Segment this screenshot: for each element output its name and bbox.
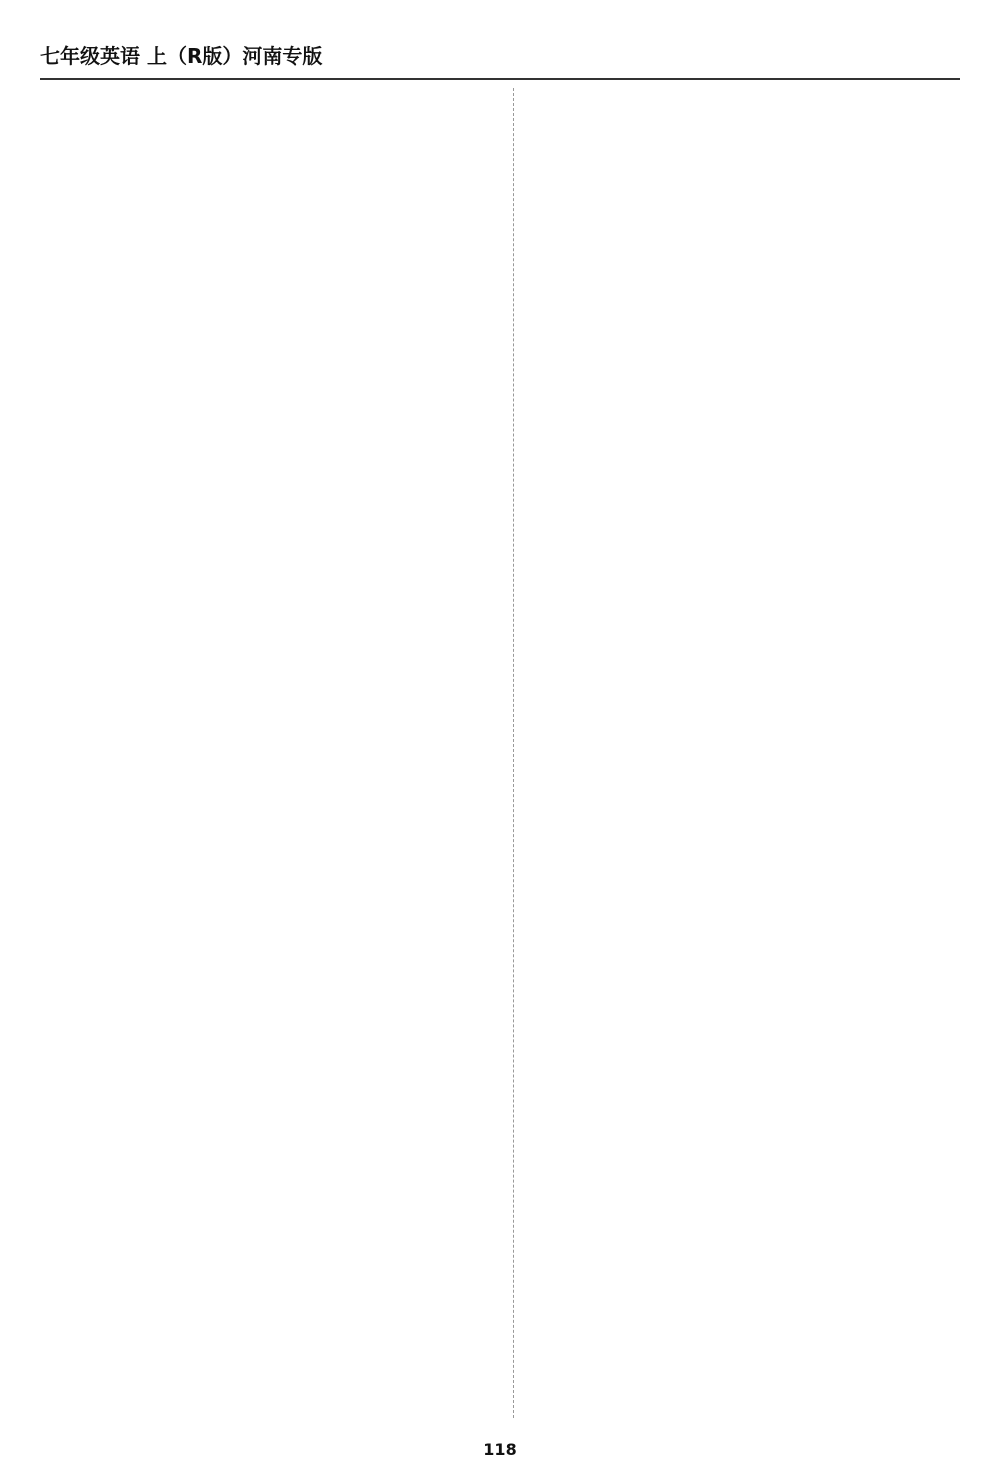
header-rule — [40, 78, 960, 80]
page-number: 118 — [483, 1440, 517, 1459]
column-divider — [513, 88, 514, 1418]
page-header: 七年级英语 上（R版）河南专版 — [40, 44, 323, 68]
